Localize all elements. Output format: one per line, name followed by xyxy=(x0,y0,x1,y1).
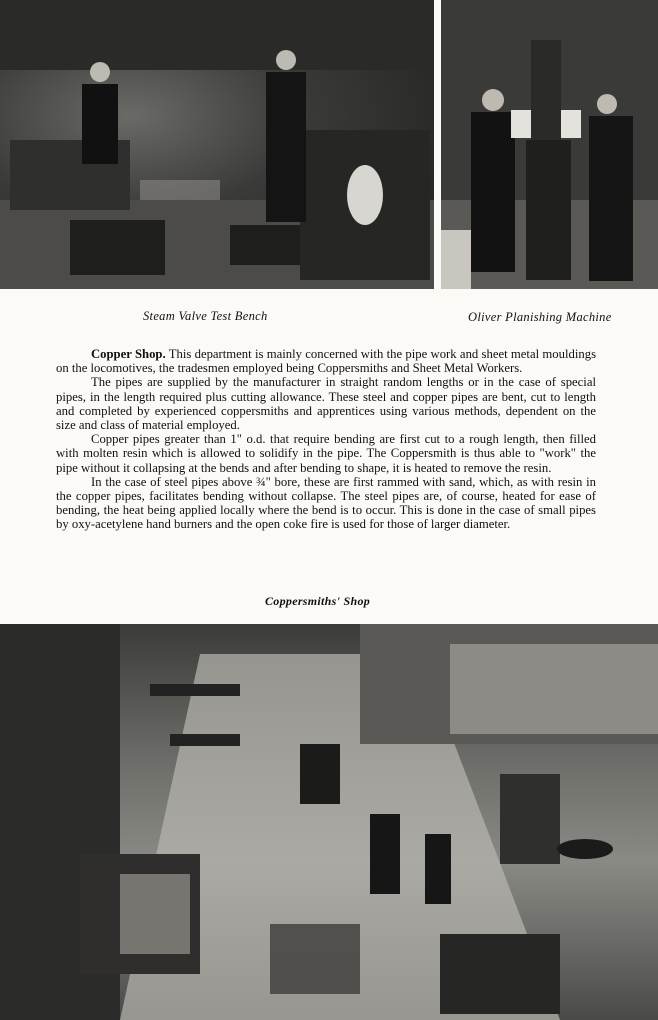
steam-valve-photo xyxy=(0,0,434,289)
paragraph-4: In the case of steel pipes above ¾" bore, these are first rammed with sand, which, as with resin in the copper pipes, facilitates bending without collapse. The steel pipes are, of course, heated for ease of bending, the heat being applied locally where the bend is to occur. This is done in the case of small pipes by oxy-acetylene hand burners and the open coke fire is used for those of larger diameter. xyxy=(56,474,596,532)
article-heading: Copper Shop. xyxy=(91,347,166,361)
paragraph-1-text: This department is mainly concerned with the pipe work and sheet metal mouldings on the locomotives, the tradesmen employed being Coppersmiths and Sheet Metal Workers. xyxy=(56,347,597,376)
steam-valve-caption: Steam Valve Test Bench xyxy=(143,309,268,323)
oliver-machine-caption: Oliver Planishing Machine xyxy=(468,310,612,324)
copper-shop-article xyxy=(56,347,596,532)
paragraph-1 xyxy=(56,347,596,375)
paragraph-2: The pipes are supplied by the manufacturer in straight random lengths or in the case of special pipes, in the length required plus cutting allowance. These steel and copper pipes are bent, cut to length and completed by experienced coppersmiths and apprentices using various methods, dependent on the size and class of material employed. xyxy=(56,375,596,433)
coppersmiths-shop-photo xyxy=(0,624,658,1020)
paragraph-3: Copper pipes greater than 1" o.d. that require bending are first cut to a rough length, then filled with molten resin which is allowed to solidify in the pipe. The Coppersmith is thus able to "work" the pipe without it collapsing at the bends and after bending to shape, it is heated to remove the resin. xyxy=(56,432,596,475)
oliver-machine-photo xyxy=(441,0,658,289)
coppersmiths-shop-caption: Coppersmiths' Shop xyxy=(265,594,371,608)
